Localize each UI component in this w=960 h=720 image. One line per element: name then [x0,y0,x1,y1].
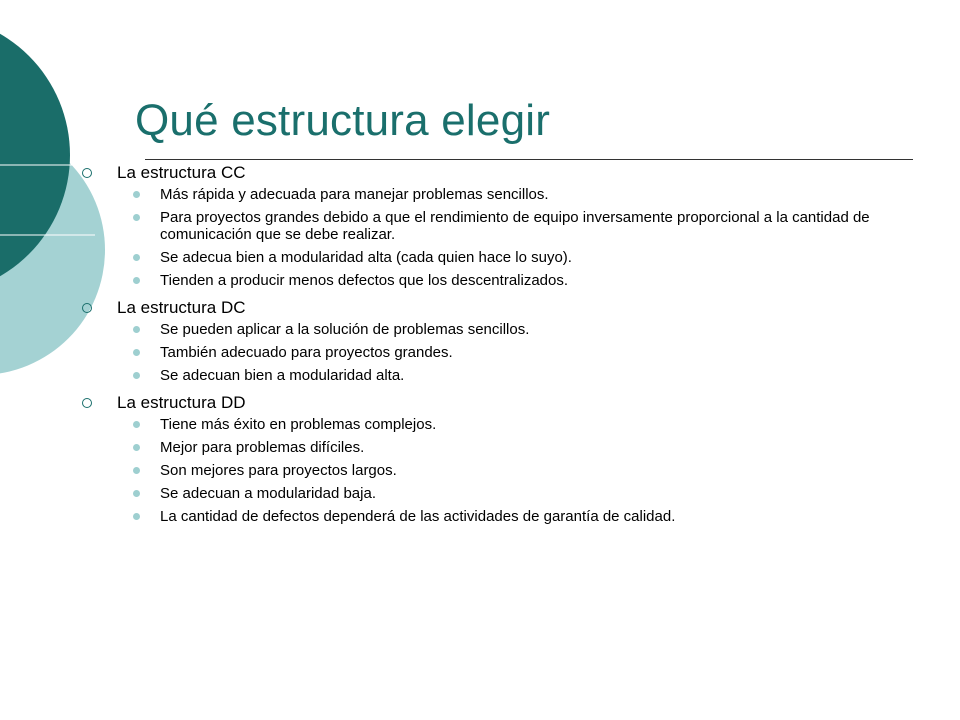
dot-bullet-icon [133,349,140,356]
dot-bullet-icon [133,277,140,284]
ring-bullet-icon [82,303,92,313]
list-item [0,272,960,289]
ring-bullet-icon [82,398,92,408]
bullet-list [0,186,960,289]
dot-bullet-icon [133,513,140,520]
list-item [0,416,960,433]
section-heading [0,390,960,416]
dot-bullet-icon [133,254,140,261]
list-item-text: Tienden a producir menos defectos que los descentralizados. [160,272,569,289]
bullet-list [0,416,960,525]
section-heading-text: La estructura CC [117,163,246,182]
section-dc [0,295,960,384]
dot-bullet-icon [133,444,140,451]
list-item-text: También adecuado para proyectos grandes. [160,344,453,361]
list-item-text: Más rápida y adecuada para manejar problemas sencillos. [160,186,549,203]
dot-bullet-icon [133,490,140,497]
ring-bullet-icon [82,168,92,178]
list-item [0,462,960,479]
dot-bullet-icon [133,467,140,474]
list-item-text: Se adecua bien a modularidad alta (cada quien hace lo suyo). [160,249,572,266]
list-item [0,485,960,502]
dot-bullet-icon [133,214,140,221]
list-item [0,321,960,338]
list-item [0,508,960,525]
dot-bullet-icon [133,421,140,428]
dot-bullet-icon [133,372,140,379]
list-item-text: Mejor para problemas difíciles. [160,439,365,456]
slide-title: Qué estructura elegir [135,96,551,145]
list-item-text: Se pueden aplicar a la solución de problemas sencillos. [160,321,530,338]
list-item [0,439,960,456]
list-item [0,367,960,384]
list-item-text: Tiene más éxito en problemas complejos. [160,416,437,433]
section-cc [0,160,960,289]
list-item-text: Se adecuan bien a modularidad alta. [160,367,405,384]
section-heading [0,295,960,321]
list-item [0,344,960,361]
list-item [0,249,960,266]
section-heading-text: La estructura DD [117,393,246,412]
slide-content [0,160,960,531]
list-item-text: Para proyectos grandes debido a que el rendimiento de equipo inversamente proporcional a la cantidad de comunicación que se debe realizar. [160,209,870,243]
dot-bullet-icon [133,326,140,333]
section-heading-text: La estructura DC [117,298,246,317]
section-dd [0,390,960,525]
bullet-list [0,321,960,384]
list-item-text: Son mejores para proyectos largos. [160,462,397,479]
list-item [0,186,960,203]
section-heading [0,160,960,186]
dot-bullet-icon [133,191,140,198]
list-item-text: La cantidad de defectos dependerá de las actividades de garantía de calidad. [160,508,676,525]
list-item-text: Se adecuan a modularidad baja. [160,485,376,502]
list-item [0,209,960,243]
